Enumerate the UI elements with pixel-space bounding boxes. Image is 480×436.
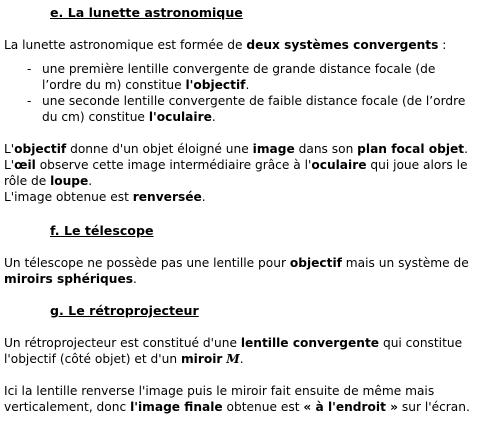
text-segment: une seconde lentille convergente de faible distance focale (de l’ordre du cm) constitue <box>42 94 466 124</box>
bold-term-miroirs-spheriques: miroirs sphériques <box>4 272 133 286</box>
text-segment: . <box>201 190 206 204</box>
text-segment: . <box>211 110 216 124</box>
text-segment: . <box>245 78 250 92</box>
bold-term-renversee: renversée <box>132 190 202 204</box>
text-segment: L'image obtenue est <box>4 190 133 204</box>
text-segment: mais un système de <box>341 256 469 270</box>
paragraph-lunette-details <box>4 141 478 205</box>
bold-term-plan-focal-objet: plan focal objet <box>357 142 465 156</box>
bold-term-a-l-endroit: « à l'endroit » <box>303 400 399 414</box>
bold-term-objectif: objectif <box>289 256 342 270</box>
text-segment: dans son <box>294 142 358 156</box>
italic-symbol-m: M <box>226 352 240 366</box>
bold-term-loupe: loupe <box>50 174 89 188</box>
bold-term-oculaire: oculaire <box>311 158 367 172</box>
text-segment: qui constitue l'objectif (côté objet) et d'un <box>4 336 463 366</box>
bold-term-oeil: œil <box>14 158 36 172</box>
bold-term-image: image <box>252 142 295 156</box>
list-dash-marker: - <box>27 62 32 76</box>
paragraph-lunette-intro <box>4 37 478 53</box>
bold-term-deux-systemes-convergents: deux systèmes convergents <box>246 38 439 52</box>
text-segment: L' <box>4 142 15 156</box>
lentilles-list <box>24 61 476 125</box>
bold-term-image-finale: l'image finale <box>130 400 223 414</box>
text-segment: une première lentille convergente de grande distance focale (de l’ordre du m) constitue <box>42 62 436 92</box>
paragraph-retroprojecteur-composition <box>4 335 478 367</box>
bold-term-lentille-convergente: lentille convergente <box>240 336 380 350</box>
text-segment: L' <box>4 158 15 172</box>
text-segment: . <box>464 142 469 156</box>
text-segment: Un rétroprojecteur est constitué d'une <box>4 336 241 350</box>
heading-telescope: f. Le télescope <box>50 223 154 238</box>
text-segment: qui joue alors le rôle de <box>4 158 468 188</box>
text-segment: donne d'un objet éloigné une <box>66 142 253 156</box>
text-segment: : <box>438 38 447 52</box>
text-segment: La lunette astronomique est formée de <box>4 38 247 52</box>
heading-retroprojecteur: g. Le rétroprojecteur <box>50 303 199 318</box>
paragraph-telescope <box>4 255 478 287</box>
text-segment: . <box>132 272 137 286</box>
list-item-objectif <box>24 61 476 93</box>
heading-lunette-astronomique: e. La lunette astronomique <box>50 5 243 20</box>
text-segment: obtenue est <box>222 400 304 414</box>
text-segment: . <box>239 352 244 366</box>
text-segment: . <box>88 174 93 188</box>
list-item-oculaire <box>24 93 476 125</box>
bold-term-oculaire: l'oculaire <box>148 110 212 124</box>
bold-term-objectif: objectif <box>14 142 67 156</box>
text-segment: Ici la lentille renverse l'image puis le miroir fait ensuite de même mais verticalement, donc <box>4 384 435 414</box>
bold-term-objectif: l'objectif <box>185 78 246 92</box>
text-segment: sur l'écran. <box>398 400 470 414</box>
text-segment: Un télescope ne possède pas une lentille pour <box>4 256 290 270</box>
list-dash-marker: - <box>27 94 32 108</box>
bold-term-miroir: miroir <box>180 352 223 366</box>
text-segment: observe cette image intermédiaire grâce à l' <box>35 158 312 172</box>
paragraph-retroprojecteur-fonctionnement <box>4 383 478 415</box>
